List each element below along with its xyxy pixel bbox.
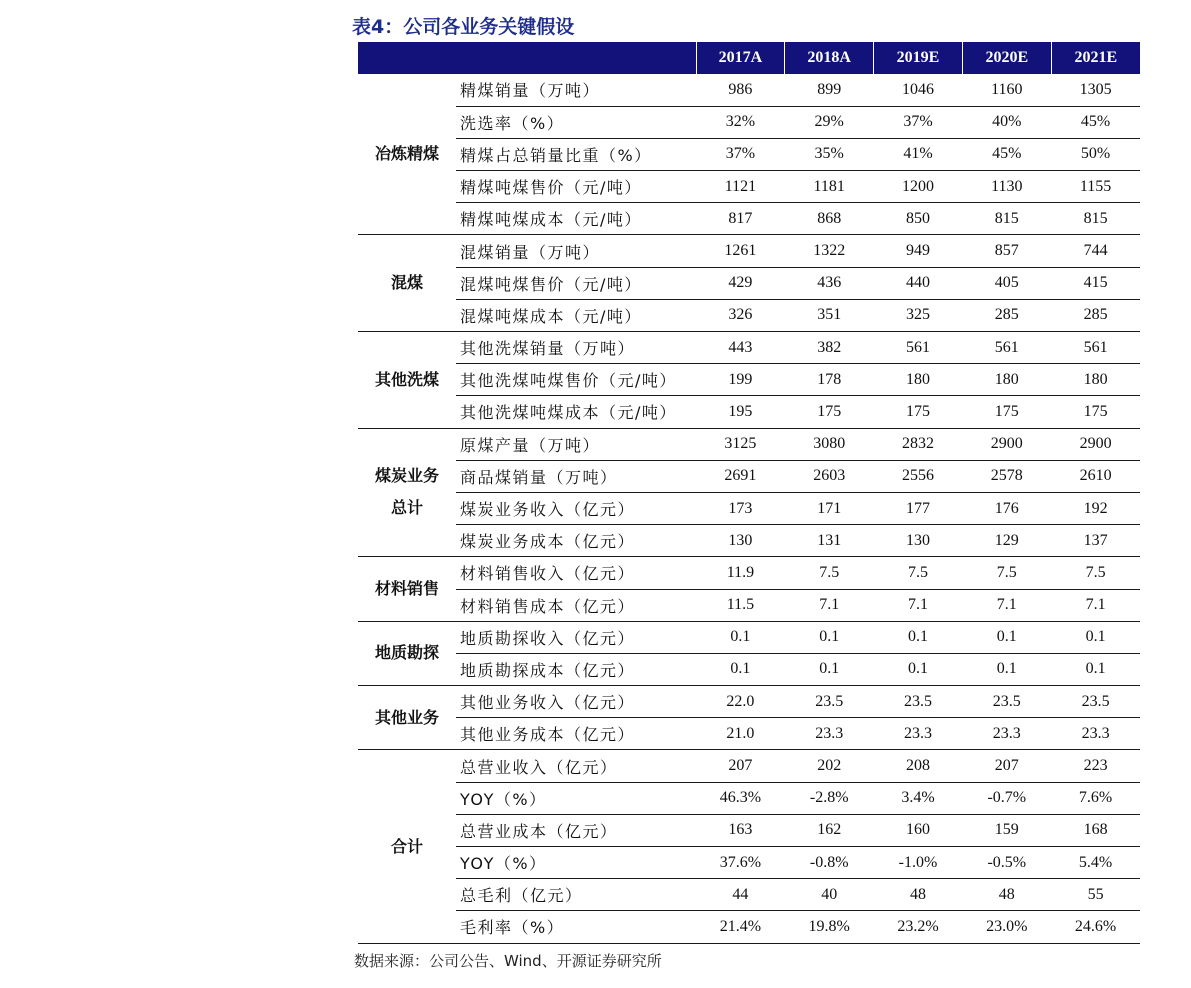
row-label: 总毛利（亿元）	[456, 879, 696, 911]
value-cell: 23.5	[962, 686, 1051, 718]
value-cell: 7.5	[962, 557, 1051, 589]
value-cell: 23.5	[1051, 686, 1140, 718]
row-label: 煤炭业务成本（亿元）	[456, 525, 696, 557]
value-cell: 1322	[785, 235, 874, 267]
value-cell: 850	[874, 203, 963, 235]
value-cell: 129	[962, 525, 1051, 557]
value-cell: 1155	[1051, 171, 1140, 203]
value-cell: 561	[874, 332, 963, 364]
value-cell: 131	[785, 525, 874, 557]
group-label	[358, 428, 456, 557]
value-cell: -0.7%	[962, 782, 1051, 814]
value-cell: 50%	[1051, 138, 1140, 170]
row-label: 其他洗煤吨煤成本（元/吨）	[456, 396, 696, 428]
value-cell: 48	[874, 879, 963, 911]
value-cell: 351	[785, 299, 874, 331]
value-cell: 180	[962, 364, 1051, 396]
value-cell: 285	[962, 299, 1051, 331]
value-cell: 173	[696, 492, 785, 524]
value-cell: 7.6%	[1051, 782, 1140, 814]
row-label: 总营业成本（亿元）	[456, 814, 696, 846]
value-cell: 207	[962, 750, 1051, 782]
value-cell: 744	[1051, 235, 1140, 267]
group-label: 地质勘探	[358, 621, 456, 685]
value-cell: 37%	[696, 138, 785, 170]
business-assumptions-table	[358, 42, 1140, 944]
value-cell: 0.1	[874, 621, 963, 653]
value-cell: 202	[785, 750, 874, 782]
value-cell: 405	[962, 267, 1051, 299]
value-cell: 868	[785, 203, 874, 235]
value-cell: 44	[696, 879, 785, 911]
value-cell: -1.0%	[874, 847, 963, 879]
row-label: 原煤产量（万吨）	[456, 428, 696, 460]
group-label: 冶炼精煤	[358, 74, 456, 235]
value-cell: 1181	[785, 171, 874, 203]
row-label: 地质勘探成本（亿元）	[456, 653, 696, 685]
value-cell: 29%	[785, 106, 874, 138]
table-row	[358, 364, 1140, 396]
table-row	[358, 718, 1140, 750]
value-cell: 32%	[696, 106, 785, 138]
row-label: 其他业务成本（亿元）	[456, 718, 696, 750]
value-cell: 815	[1051, 203, 1140, 235]
value-cell: 11.9	[696, 557, 785, 589]
table-row	[358, 653, 1140, 685]
value-cell: 23.5	[874, 686, 963, 718]
row-label: 其他业务收入（亿元）	[456, 686, 696, 718]
table-body	[358, 74, 1140, 943]
row-label: 洗选率（%）	[456, 106, 696, 138]
row-label: 材料销售收入（亿元）	[456, 557, 696, 589]
table-row	[358, 492, 1140, 524]
value-cell: 1200	[874, 171, 963, 203]
table-row	[358, 267, 1140, 299]
row-label: 煤炭业务收入（亿元）	[456, 492, 696, 524]
table-row	[358, 557, 1140, 589]
value-cell: 436	[785, 267, 874, 299]
value-cell: 171	[785, 492, 874, 524]
table-row	[358, 396, 1140, 428]
value-cell: 55	[1051, 879, 1140, 911]
value-cell: 23.3	[874, 718, 963, 750]
value-cell: 19.8%	[785, 911, 874, 943]
row-label: YOY（%）	[456, 847, 696, 879]
row-label: 精煤吨煤售价（元/吨）	[456, 171, 696, 203]
value-cell: 285	[1051, 299, 1140, 331]
header-corner-group	[358, 42, 456, 74]
value-cell: 21.4%	[696, 911, 785, 943]
value-cell: 45%	[1051, 106, 1140, 138]
value-cell: 208	[874, 750, 963, 782]
value-cell: 0.1	[1051, 621, 1140, 653]
row-label: 总营业收入（亿元）	[456, 750, 696, 782]
value-cell: 7.5	[1051, 557, 1140, 589]
row-label: 精煤占总销量比重（%）	[456, 138, 696, 170]
row-label: 混煤吨煤售价（元/吨）	[456, 267, 696, 299]
value-cell: 45%	[962, 138, 1051, 170]
value-cell: 2610	[1051, 460, 1140, 492]
table-row	[358, 686, 1140, 718]
value-cell: 7.1	[785, 589, 874, 621]
value-cell: 443	[696, 332, 785, 364]
value-cell: 326	[696, 299, 785, 331]
value-cell: 899	[785, 74, 874, 106]
table-row	[358, 74, 1140, 106]
value-cell: 0.1	[1051, 653, 1140, 685]
value-cell: 23.2%	[874, 911, 963, 943]
value-cell: 175	[962, 396, 1051, 428]
value-cell: 37%	[874, 106, 963, 138]
value-cell: 130	[696, 525, 785, 557]
value-cell: 561	[962, 332, 1051, 364]
value-cell: 130	[874, 525, 963, 557]
header-year: 2017A	[696, 42, 785, 74]
table-row	[358, 460, 1140, 492]
value-cell: 857	[962, 235, 1051, 267]
value-cell: 815	[962, 203, 1051, 235]
value-cell: 175	[785, 396, 874, 428]
value-cell: 1130	[962, 171, 1051, 203]
value-cell: 175	[874, 396, 963, 428]
table-header-row	[358, 42, 1140, 74]
value-cell: 199	[696, 364, 785, 396]
value-cell: 2578	[962, 460, 1051, 492]
value-cell: 429	[696, 267, 785, 299]
value-cell: 24.6%	[1051, 911, 1140, 943]
row-label: 材料销售成本（亿元）	[456, 589, 696, 621]
value-cell: 40	[785, 879, 874, 911]
table-row	[358, 847, 1140, 879]
value-cell: 11.5	[696, 589, 785, 621]
row-label: 混煤吨煤成本（元/吨）	[456, 299, 696, 331]
value-cell: 175	[1051, 396, 1140, 428]
value-cell: 949	[874, 235, 963, 267]
header-year: 2018A	[785, 42, 874, 74]
value-cell: 46.3%	[696, 782, 785, 814]
value-cell: 2556	[874, 460, 963, 492]
value-cell: 21.0	[696, 718, 785, 750]
value-cell: 3125	[696, 428, 785, 460]
value-cell: 0.1	[962, 653, 1051, 685]
group-label: 材料销售	[358, 557, 456, 621]
table-row	[358, 203, 1140, 235]
value-cell: 1261	[696, 235, 785, 267]
value-cell: 561	[1051, 332, 1140, 364]
value-cell: 178	[785, 364, 874, 396]
value-cell: 382	[785, 332, 874, 364]
table-row	[358, 138, 1140, 170]
table-row	[358, 879, 1140, 911]
value-cell: 176	[962, 492, 1051, 524]
value-cell: 1305	[1051, 74, 1140, 106]
table-title: 表4：公司各业务关键假设	[352, 16, 575, 38]
value-cell: 23.5	[785, 686, 874, 718]
value-cell: 0.1	[962, 621, 1051, 653]
value-cell: 0.1	[785, 653, 874, 685]
data-source-note: 数据来源：公司公告、Wind、开源证券研究所	[354, 952, 662, 970]
row-label: 混煤销量（万吨）	[456, 235, 696, 267]
value-cell: -0.5%	[962, 847, 1051, 879]
value-cell: 415	[1051, 267, 1140, 299]
row-label: 精煤吨煤成本（元/吨）	[456, 203, 696, 235]
table-row	[358, 911, 1140, 943]
value-cell: 2691	[696, 460, 785, 492]
row-label: 其他洗煤销量（万吨）	[456, 332, 696, 364]
value-cell: 207	[696, 750, 785, 782]
table-row	[358, 299, 1140, 331]
value-cell: 0.1	[874, 653, 963, 685]
value-cell: -2.8%	[785, 782, 874, 814]
value-cell: 0.1	[696, 653, 785, 685]
value-cell: 23.3	[1051, 718, 1140, 750]
row-label: 其他洗煤吨煤售价（元/吨）	[456, 364, 696, 396]
value-cell: 23.0%	[962, 911, 1051, 943]
value-cell: 35%	[785, 138, 874, 170]
table-row	[358, 428, 1140, 460]
value-cell: 192	[1051, 492, 1140, 524]
row-label: 地质勘探收入（亿元）	[456, 621, 696, 653]
row-label: 精煤销量（万吨）	[456, 74, 696, 106]
value-cell: 41%	[874, 138, 963, 170]
table-row	[358, 589, 1140, 621]
table-row	[358, 782, 1140, 814]
value-cell: 1121	[696, 171, 785, 203]
value-cell: 23.3	[962, 718, 1051, 750]
value-cell: 40%	[962, 106, 1051, 138]
value-cell: 325	[874, 299, 963, 331]
header-corner-label	[456, 42, 696, 74]
value-cell: 7.5	[785, 557, 874, 589]
value-cell: 2900	[1051, 428, 1140, 460]
group-label: 其他业务	[358, 686, 456, 750]
value-cell: 23.3	[785, 718, 874, 750]
value-cell: 195	[696, 396, 785, 428]
table-row	[358, 332, 1140, 364]
value-cell: 7.1	[1051, 589, 1140, 621]
value-cell: 159	[962, 814, 1051, 846]
value-cell: 137	[1051, 525, 1140, 557]
value-cell: 1046	[874, 74, 963, 106]
value-cell: 7.5	[874, 557, 963, 589]
value-cell: 3080	[785, 428, 874, 460]
value-cell: 48	[962, 879, 1051, 911]
value-cell: 180	[1051, 364, 1140, 396]
value-cell: 440	[874, 267, 963, 299]
table-row	[358, 621, 1140, 653]
value-cell: 0.1	[785, 621, 874, 653]
value-cell: 37.6%	[696, 847, 785, 879]
row-label: 商品煤销量（万吨）	[456, 460, 696, 492]
table-row	[358, 171, 1140, 203]
group-label-line: 煤炭业务	[374, 466, 439, 486]
group-label-line: 总计	[390, 498, 423, 518]
value-cell: 817	[696, 203, 785, 235]
value-cell: 5.4%	[1051, 847, 1140, 879]
table-row	[358, 525, 1140, 557]
group-label: 合计	[358, 750, 456, 943]
value-cell: 2900	[962, 428, 1051, 460]
value-cell: 163	[696, 814, 785, 846]
table-row	[358, 814, 1140, 846]
row-label: 毛利率（%）	[456, 911, 696, 943]
value-cell: 1160	[962, 74, 1051, 106]
header-year: 2021E	[1051, 42, 1140, 74]
header-year: 2019E	[874, 42, 963, 74]
value-cell: 3.4%	[874, 782, 963, 814]
value-cell: 2832	[874, 428, 963, 460]
value-cell: 180	[874, 364, 963, 396]
group-label: 其他洗煤	[358, 332, 456, 429]
table-row	[358, 106, 1140, 138]
table-row	[358, 750, 1140, 782]
value-cell: 986	[696, 74, 785, 106]
value-cell: -0.8%	[785, 847, 874, 879]
table-row	[358, 235, 1140, 267]
value-cell: 168	[1051, 814, 1140, 846]
value-cell: 2603	[785, 460, 874, 492]
value-cell: 7.1	[874, 589, 963, 621]
value-cell: 160	[874, 814, 963, 846]
value-cell: 177	[874, 492, 963, 524]
value-cell: 7.1	[962, 589, 1051, 621]
header-year: 2020E	[962, 42, 1051, 74]
row-label: YOY（%）	[456, 782, 696, 814]
value-cell: 162	[785, 814, 874, 846]
value-cell: 0.1	[696, 621, 785, 653]
value-cell: 22.0	[696, 686, 785, 718]
group-label: 混煤	[358, 235, 456, 332]
value-cell: 223	[1051, 750, 1140, 782]
